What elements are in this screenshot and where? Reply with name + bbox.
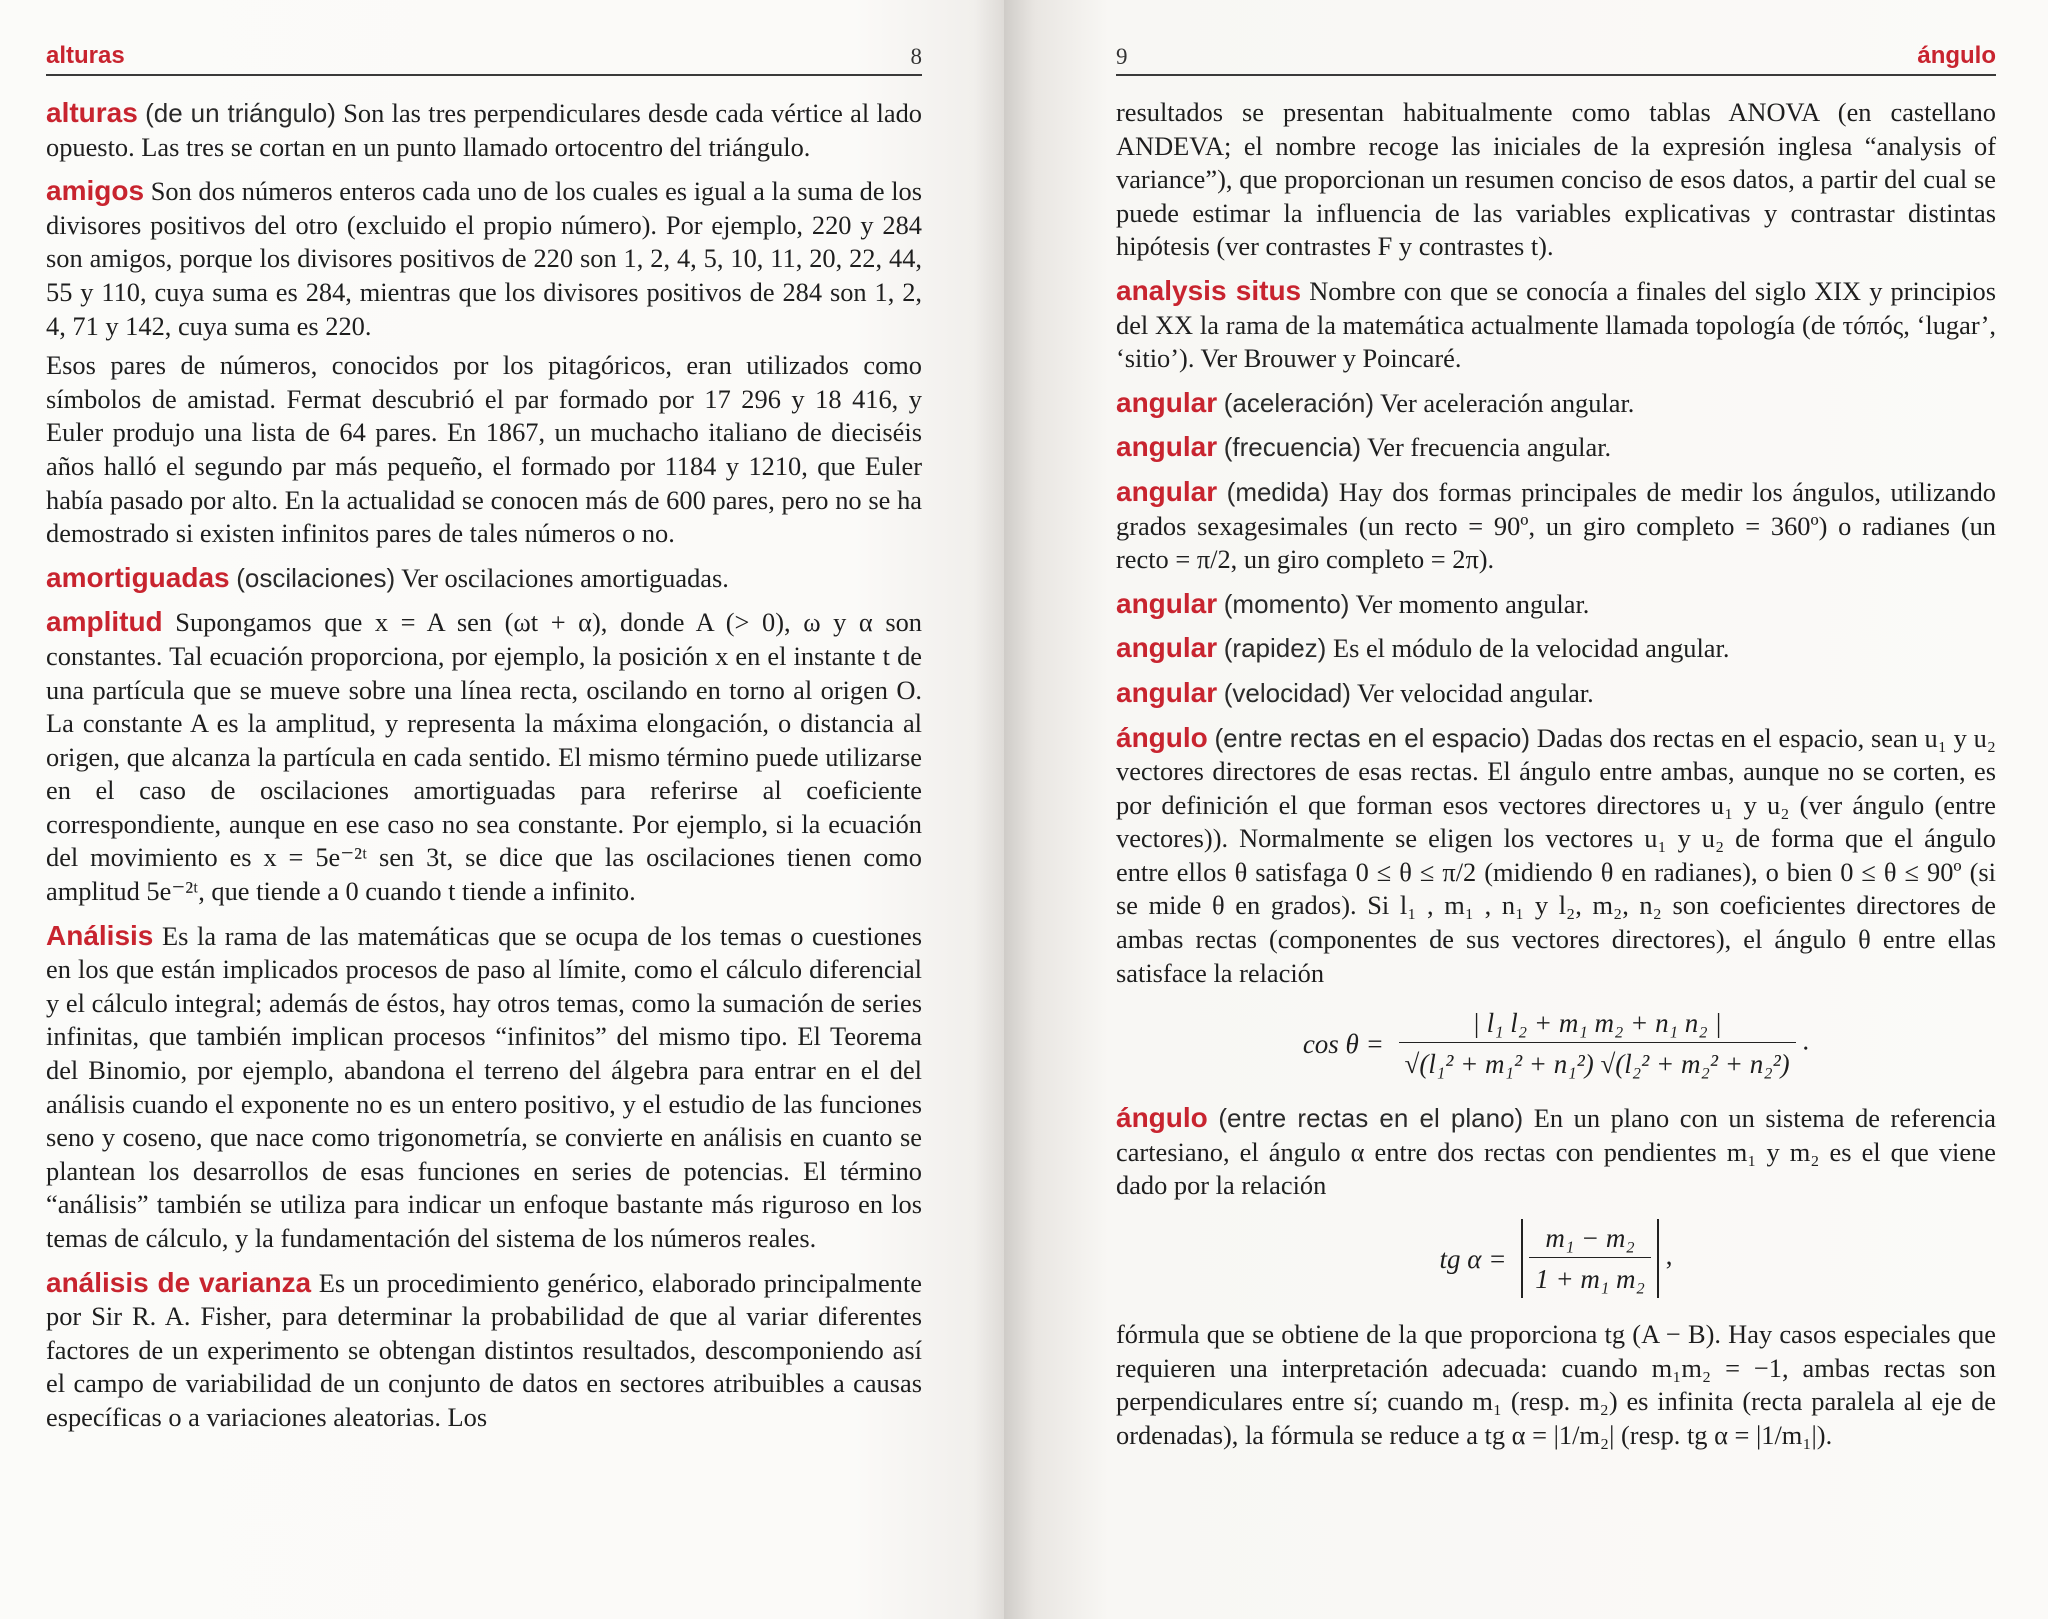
qualifier: (de un triángulo) bbox=[145, 98, 336, 128]
definition: Es el módulo de la velocidad angular. bbox=[1332, 633, 1730, 664]
entry-angular-medida bbox=[1116, 475, 1996, 577]
entry-angular-rapidez bbox=[1116, 631, 1996, 666]
definition: resultados se presentan habitualmente como tablas ANOVA (en castellano ANDEVA; el nombre recoge las iniciales de la expresión inglesa “analysis of variance”), que proporcionan un resumen conciso de esos datos, a partir del cual se puede estimar la influencia de las variables explicativas y contrastar distintas hipótesis (ver contrastes F y contrastes t). bbox=[1116, 97, 1996, 262]
entry-angulo-plano bbox=[1116, 1101, 1996, 1203]
formula-trailing-punct: . bbox=[1802, 1025, 1810, 1056]
headword: angular bbox=[1116, 386, 1218, 418]
left-running-head bbox=[46, 30, 922, 76]
qualifier: (frecuencia) bbox=[1223, 432, 1362, 463]
definition: Es la rama de las matemáticas que se ocupa de los temas o cuestiones en los que están implicados procesos de paso al límite, como el cálculo diferencial y el cálculo integral; además de éstos, hay otros temas, como la sumación de series infinitas, que también implican procesos “infinitos” del mismo tipo. El Teorema del Binomio, por ejemplo, abandona el terreno del álgebra para entrar en el del análisis cuando el exponente no es un entero positivo, y el estudio de las funciones seno y coseno, que nace como trigonometría, se convierte en análisis en cuanto se plantean los desarrollos de esas funciones en series de potencias. El término “análisis” también se utiliza para indicar un enfoque bastante más riguroso en los temas de cálculo, y la fundamentación del sistema de los números reales. bbox=[46, 920, 922, 1253]
entry-analysis-situs bbox=[1116, 274, 1996, 376]
definition: Ver momento angular. bbox=[1355, 588, 1590, 619]
formula-lhs: tg α = bbox=[1439, 1243, 1507, 1274]
absolute-value-bars bbox=[1521, 1219, 1659, 1298]
headword: ángulo bbox=[1116, 1102, 1208, 1134]
entry-amigos-continuation bbox=[46, 349, 922, 551]
entry-angular-aceleracion bbox=[1116, 386, 1996, 421]
headword: amigos bbox=[46, 175, 145, 207]
definition: Son las tres perpendiculares desde cada vértice al lado opuesto. Las tres se cortan en un punto llamado ortocentro del triángulo. bbox=[46, 98, 922, 162]
entry-angular-velocidad bbox=[1116, 676, 1996, 711]
headword: angular bbox=[1116, 475, 1218, 507]
headword: amplitud bbox=[46, 606, 163, 638]
formula-trailing-punct: , bbox=[1665, 1240, 1673, 1271]
entry-analisis bbox=[46, 919, 922, 1256]
qualifier: (aceleración) bbox=[1223, 387, 1375, 418]
definition: Es un procedimiento genérico, elaborado principalmente por Sir R. A. Fisher, para determinar la probabilidad de que al variar diferentes factores de un experimento se obtengan distintos resultados, descomponiendo así el campo de variabilidad de un conjunto de datos en sectores atribuibles a causas específicas o a variaciones aleatorias. Los bbox=[46, 1267, 922, 1432]
formula-cos-theta bbox=[1116, 1006, 1996, 1081]
formula-fraction bbox=[1399, 1006, 1796, 1081]
qualifier: (rapidez) bbox=[1223, 633, 1327, 664]
right-running-head-word: ángulo bbox=[1917, 42, 1996, 69]
headword: angular bbox=[1116, 587, 1218, 619]
right-text-column bbox=[1116, 96, 1996, 1462]
left-text-column bbox=[46, 96, 922, 1445]
headword: amortiguadas bbox=[46, 561, 230, 593]
headword: ángulo bbox=[1116, 721, 1208, 753]
formula-tg-alpha bbox=[1116, 1219, 1996, 1298]
headword: alturas bbox=[46, 97, 138, 128]
definition: Hay dos formas principales de medir los ángulos, utilizando grados sexagesimales (un recto = 90º, un giro completo = 360º) o radianes (un recto = π/2, un giro completo = 2π). bbox=[1116, 476, 1996, 575]
definition: Dadas dos rectas en el espacio, sean u₁ y u₂ vectores directores de esas rectas. El ángulo entre ambas, aunque no se corten, es por definición el que forman esos vectores directores u₁ y u₂ (ver ángulo (entre vectores)). Normalmente se eligen los vectores u₁ y u₂ de forma que el ángulo entre ellos θ satisfaga 0 ≤ θ ≤ π/2 (midiendo θ en radianes), o bien 0 ≤ θ ≤ 90º (si se mide θ en grados). Si l₁ , m₁ , n₁ y l₂, m₂, n₂ son coeficientes directores de ambas rectas (componentes de sus vectores directores), el ángulo θ entre ellas satisface la relación bbox=[1116, 722, 1996, 988]
definition: Esos pares de números, conocidos por los pitagóricos, eran utilizados como símbolos de amistad. Fermat descubrió el par formado por 17 296 y 18 416, y Euler produjo una lista de 64 pares. En 1867, un muchacho italiano de dieciséis años halló el segundo par más pequeño, el formado por 1184 y 1210, que Euler había pasado por alto. En la actualidad se conocen más de 600 pares, pero no se ha demostrado si existen infinitos pares de tales números o no. bbox=[46, 350, 922, 549]
definition: Supongamos que x = A sen (ωt + α), donde A (> 0), ω y α son constantes. Tal ecuación proporciona, por ejemplo, la posición x en el instante t de una partícula que se mueve sobre una línea recta, oscilando en torno al origen O. La constante A es la amplitud, y representa la máxima elongación, o distancia al origen, que alcanza la partícula en cada sentido. El mismo término puede utilizarse en el caso de oscilaciones amortiguadas para referirse al coeficiente correspondiente, aunque en ese caso no sea constante. Por ejemplo, si la ecuación del movimiento es x = 5e⁻²ᵗ sen 3t, se dice que las oscilaciones tienen como amplitud 5e⁻²ᵗ, que tiende a 0 cuando t tiende a infinito. bbox=[46, 607, 922, 907]
headword: angular bbox=[1116, 676, 1218, 708]
definition: Ver aceleración angular. bbox=[1380, 387, 1635, 418]
formula-denominator: √(l₁² + m₁² + n₁²) √(l₂² + m₂² + n₂²) bbox=[1404, 1049, 1790, 1080]
closing-paragraph bbox=[1116, 1318, 1996, 1452]
right-page bbox=[1004, 0, 2048, 1619]
qualifier: (entre rectas en el espacio) bbox=[1214, 722, 1531, 753]
entry-amortiguadas bbox=[46, 561, 922, 596]
definition: Ver oscilaciones amortiguadas. bbox=[401, 562, 729, 593]
definition: Son dos números enteros cada uno de los cuales es igual a la suma de los divisores positivos del otro (excluido el propio número). Por ejemplo, 220 y 284 son amigos, porque los divisores positivos de 220 son 1, 2, 4, 5, 10, 11, 20, 22, 44, 55 y 110, cuya suma es 284, mientras que los divisores positivos de 284 son 1, 2, 4, 71 y 142, cuya suma es 220. bbox=[46, 176, 922, 341]
definition: Ver frecuencia angular. bbox=[1367, 432, 1612, 463]
qualifier: (momento) bbox=[1223, 588, 1350, 619]
qualifier: (velocidad) bbox=[1223, 677, 1351, 708]
formula-denominator: 1 + m₁ m₂ bbox=[1535, 1264, 1645, 1295]
formula-numerator: | l₁ l₂ + m₁ m₂ + n₁ n₂ | bbox=[1399, 1006, 1796, 1043]
qualifier: (oscilaciones) bbox=[236, 562, 396, 593]
headword: analysis situs bbox=[1116, 274, 1302, 306]
entry-amplitud bbox=[46, 605, 922, 908]
definition: En un plano con un sistema de referencia cartesiano, el ángulo α entre dos rectas con pendientes m₁ y m₂ es el que viene dado por la relación bbox=[1116, 1103, 1996, 1201]
qualifier: (entre rectas en el plano) bbox=[1218, 1103, 1524, 1134]
formula-fraction bbox=[1529, 1221, 1651, 1296]
formula-lhs: cos θ = bbox=[1302, 1028, 1384, 1059]
entry-analisis-de-varianza bbox=[46, 1266, 922, 1435]
formula-numerator: m₁ − m₂ bbox=[1529, 1221, 1651, 1258]
headword: angular bbox=[1116, 431, 1218, 463]
entry-angular-momento bbox=[1116, 587, 1996, 622]
definition: fórmula que se obtiene de la que proporciona tg (A − B). Hay casos especiales que requieren una interpretación adecuada: cuando m₁m₂ = −1, ambas rectas son perpendiculares entre sí; cuando m₁ (resp. m₂) es infinita (recta paralela al eje de ordenadas), la fórmula se reduce a tg α = |1/m₂| (resp. tg α = |1/m₁|). bbox=[1116, 1319, 1996, 1450]
definition: Ver velocidad angular. bbox=[1357, 677, 1594, 708]
left-running-head-word: alturas bbox=[46, 42, 125, 69]
right-page-number: 9 bbox=[1116, 44, 1128, 69]
left-page-number: 8 bbox=[910, 44, 922, 69]
headword: angular bbox=[1116, 632, 1218, 664]
right-running-head bbox=[1116, 30, 1996, 76]
qualifier: (medida) bbox=[1226, 476, 1330, 507]
entry-angular-frecuencia bbox=[1116, 430, 1996, 465]
entry-alturas bbox=[46, 96, 922, 164]
left-page bbox=[0, 0, 1004, 1619]
headword: análisis de varianza bbox=[46, 1266, 312, 1298]
definition: Nombre con que se conocía a finales del siglo XIX y principios del XX la rama de la matemática actualmente llamada topología (de τóπóς, ‘lugar’, ‘sitio’). Ver Brouwer y Poincaré. bbox=[1116, 275, 1997, 374]
entry-amigos bbox=[46, 174, 922, 343]
continuation-paragraph bbox=[1116, 96, 1996, 264]
entry-angulo-espacio bbox=[1116, 721, 1996, 991]
headword: Análisis bbox=[46, 919, 154, 951]
